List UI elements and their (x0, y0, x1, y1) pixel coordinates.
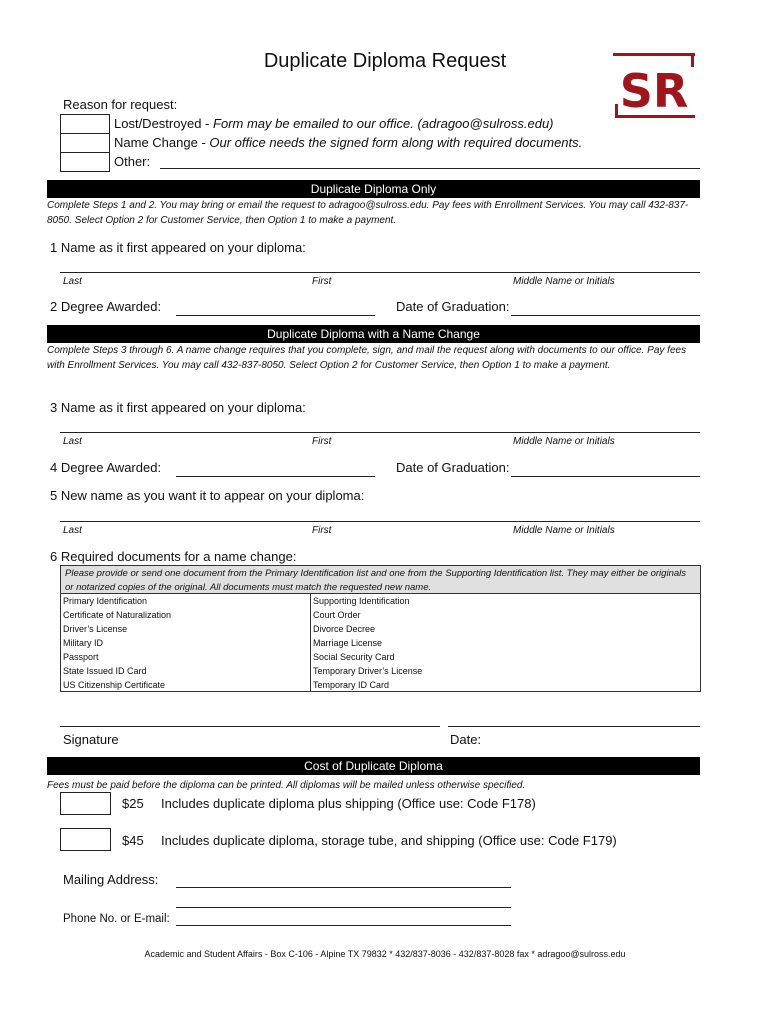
grad-date-label-2: Date of Graduation: (396, 460, 510, 475)
cost-25-checkbox[interactable] (60, 792, 111, 815)
lost-checkbox[interactable] (60, 114, 110, 134)
step5-label: 5 New name as you want it to appear on your diploma: (50, 488, 365, 503)
name-line-3[interactable] (60, 432, 700, 433)
footer-contact: Academic and Student Affairs - Box C-106 - Alpine TX 79832 * 432/837-8036 - 432/837-8028 fax * adragoo@sulross.edu (144, 949, 626, 959)
phone-label: Phone No. or E-mail: (63, 913, 170, 925)
first-label: First (312, 276, 332, 287)
reason-other: Other: (114, 154, 151, 169)
list-item: Military ID (63, 638, 103, 648)
section2-instructions: Complete Steps 3 through 6. A name change requires that you complete, sign, and mail the request along with documents to our office. Pay fees with Enrollment Services. You may call 432-837-8050. Select Option 2 for Customer Service, then Option 1 to make a payment. (47, 345, 687, 371)
name-change-checkbox[interactable] (60, 133, 110, 153)
cost-45-price: $45 (122, 833, 144, 848)
signature-line[interactable] (60, 726, 440, 727)
step2-label: 2 Degree Awarded: (50, 299, 162, 314)
grad-date-label-1: Date of Graduation: (396, 299, 510, 314)
name-line-1[interactable] (60, 272, 700, 273)
documents-instructions: Please provide or send one document from the Primary Identification list and one from the Supporting Identification list. They may either be originals or notarized copies of the original. All documents must match the requested new name. (61, 566, 700, 594)
cost-45-checkbox[interactable] (60, 828, 111, 851)
reason-label: Reason for request: (63, 97, 178, 112)
cost-note: Fees must be paid before the diploma can be printed. All diplomas will be mailed unless otherwise specified. (47, 780, 526, 791)
last-label: Last (63, 525, 82, 536)
signature-label: Signature (63, 732, 119, 747)
mailing-label: Mailing Address: (63, 872, 159, 887)
signature-date-label: Date: (450, 732, 482, 747)
step1-label: 1 Name as it first appeared on your diploma: (50, 240, 306, 255)
list-item: Court Order (313, 610, 361, 620)
first-label: First (312, 436, 332, 447)
mailing-line-2[interactable] (176, 907, 511, 908)
grad-date-line-2[interactable] (511, 476, 700, 477)
middle-label: Middle Name or Initials (513, 436, 615, 447)
other-input-line[interactable] (160, 168, 700, 169)
middle-label: Middle Name or Initials (513, 276, 615, 287)
list-item: Divorce Decree (313, 624, 376, 634)
first-label: First (312, 525, 332, 536)
list-item: State Issued ID Card (63, 666, 147, 676)
new-name-line[interactable] (60, 521, 700, 522)
list-item: Supporting Identification (313, 596, 410, 606)
supporting-id-list (311, 594, 701, 692)
page-title: Duplicate Diploma Request (263, 50, 507, 72)
section-bar-name-change: Duplicate Diploma with a Name Change (47, 325, 700, 343)
list-item: Primary Identification (63, 596, 148, 606)
list-item: Marriage License (313, 638, 383, 648)
documents-table (60, 565, 701, 692)
list-item: Social Security Card (313, 652, 395, 662)
degree-line-1[interactable] (176, 315, 375, 316)
last-label: Last (63, 276, 82, 287)
degree-line-2[interactable] (176, 476, 375, 477)
step4-label: 4 Degree Awarded: (50, 460, 162, 475)
list-item: Certificate of Naturalization (63, 610, 172, 620)
cost-45-desc: Includes duplicate diploma, storage tube, and shipping (Office use: Code F179) (161, 833, 617, 848)
middle-label: Middle Name or Initials (513, 525, 615, 536)
grad-date-line-1[interactable] (511, 315, 700, 316)
other-checkbox[interactable] (60, 152, 110, 172)
section-bar-duplicate-only: Duplicate Diploma Only (47, 180, 700, 198)
section1-instructions: Complete Steps 1 and 2. You may bring or email the request to adragoo@sulross.edu. Pay fees with Enrollment Services. You may call 432-837-8050. Select Option 2 for Customer Service, then Option 1 to make a payment. (47, 200, 689, 226)
mailing-line-1[interactable] (176, 887, 511, 888)
signature-date-line[interactable] (448, 726, 700, 727)
list-item: Temporary ID Card (313, 680, 390, 690)
list-item: Passport (63, 652, 99, 662)
primary-id-list (61, 594, 310, 692)
cost-25-desc: Includes duplicate diploma plus shipping (Office use: Code F178) (161, 796, 536, 811)
step6-label: 6 Required documents for a name change: (50, 549, 297, 564)
phone-line[interactable] (176, 925, 511, 926)
last-label: Last (63, 436, 82, 447)
step3-label: 3 Name as it first appeared on your diploma: (50, 400, 306, 415)
sul-ross-logo (613, 52, 695, 120)
reason-lost: Lost/Destroyed - Form may be emailed to our office. (adragoo@sulross.edu) (114, 116, 554, 131)
logo-text: SR (619, 64, 689, 118)
list-item: Driver’s License (63, 624, 128, 634)
list-item: US Citizenship Certificate (63, 680, 166, 690)
list-item: Temporary Driver’s License (313, 666, 423, 676)
reason-name-change: Name Change - Our office needs the signed form along with required documents. (114, 135, 583, 150)
section-bar-cost: Cost of Duplicate Diploma (47, 757, 700, 775)
cost-25-price: $25 (122, 796, 144, 811)
